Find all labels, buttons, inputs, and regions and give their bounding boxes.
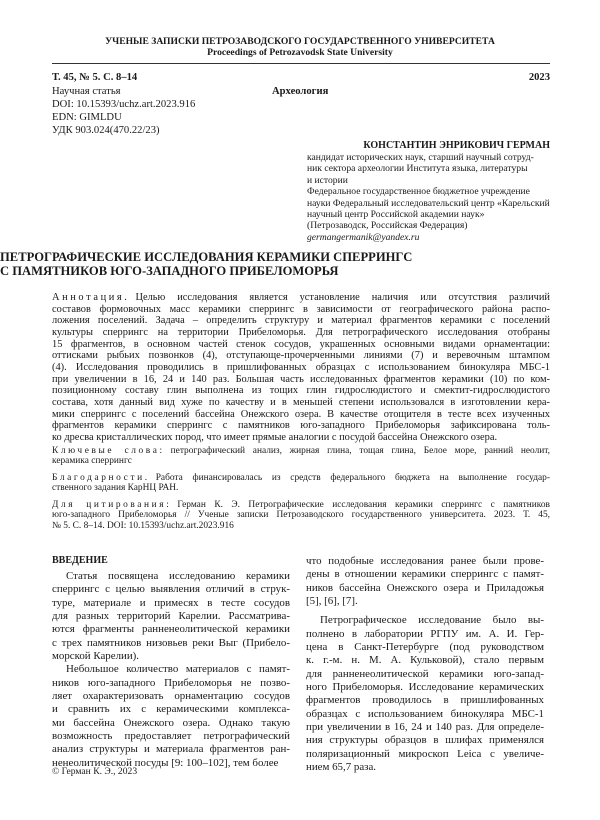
line-text: и сравнить их с керамическими комплекса- xyxy=(52,703,290,716)
line-text: ПЕТРОГРАФИЧЕСКИЕ ИССЛЕДОВАНИЯ КЕРАМИКИ СПЕРРИНГС xyxy=(0,250,413,264)
text-line xyxy=(307,163,550,174)
journal-title: УЧЕНЫЕ ЗАПИСКИ ПЕТРОЗАВОДСКОГО ГОСУДАРСТВЕННОГО УНИВЕРСИТЕТА xyxy=(105,36,495,47)
line-text: полнено в лаборатории РГПУ им. А. И. Гер- xyxy=(306,627,544,640)
text-line xyxy=(52,623,290,636)
text-line xyxy=(306,668,544,681)
abstract-body xyxy=(52,292,550,444)
text-line xyxy=(306,721,544,734)
text-line xyxy=(52,510,550,520)
journal-title-en: Proceedings of Petrozavodsk State University xyxy=(207,47,393,58)
text-line xyxy=(52,432,550,444)
text-line xyxy=(52,650,290,663)
text-line xyxy=(306,694,544,707)
line-text: ненеолитической посуды [9: 100–102], тем более xyxy=(52,756,279,769)
line-text: (4). Исследования проводились в пришлифованных образцах с использованием бинокуляра МБС-1 xyxy=(52,361,550,373)
section-label: Ключевые слова: xyxy=(52,446,165,456)
text-line xyxy=(52,350,550,362)
text-line xyxy=(52,570,290,583)
header-divider xyxy=(52,63,550,64)
line-text: ственного задания КарНЦ РАН. xyxy=(52,483,179,494)
section-label: Аннотация. xyxy=(52,292,130,303)
year: 2023 xyxy=(528,72,550,83)
line-text: составов формовочных масс керамики сперрингс в зависимости от географического района распо- xyxy=(52,303,550,315)
text-line xyxy=(306,734,544,747)
line-text: ников юго-западного Прибеломорья не позво- xyxy=(52,676,290,689)
line-text: ми бассейна Онежского озера. Однако такую xyxy=(52,716,290,729)
text-line xyxy=(306,595,544,608)
section-label: Для цитирования: xyxy=(52,500,172,510)
copyright: © Герман К. Э., 2023 xyxy=(52,766,138,777)
text-line xyxy=(52,473,550,483)
line-text: ников бассейна Онежского озера и Приладожья xyxy=(306,581,544,594)
text-line xyxy=(52,637,290,650)
text-line xyxy=(306,568,544,581)
line-text: юго-западного Прибеломорья // Ученые записки Петрозаводского государственного университета. 2023. Т. 45, xyxy=(52,510,550,521)
intro-paragraph xyxy=(306,555,544,608)
intro-paragraph xyxy=(306,614,544,774)
line-text: ложения поселений. Задача – определить структуру и материал фрагментов керамики с поселений xyxy=(52,315,550,327)
line-text: Работа финансировалась из средств федерального бюджета на выполнение государ- xyxy=(155,473,550,483)
line-text: оттисками рыбьих позвонков (4), отступающе-прочерченными линиями (7) и веревочным штампом xyxy=(52,350,550,362)
text-line xyxy=(52,690,290,703)
text-line xyxy=(52,420,550,432)
line-text: фрагментов проводилось в пришлифованных xyxy=(306,694,544,707)
text-line xyxy=(307,220,550,231)
line-text: ляет охарактеризовать орнаментацию сосудов xyxy=(52,690,290,703)
author-name: КОНСТАНТИН ЭНРИКОВИЧ ГЕРМАН xyxy=(363,140,550,151)
line-text: состава, хотя данный вид хуже по качеству и в меньшей степени использовался в изготовлении кера- xyxy=(52,396,550,408)
text-line xyxy=(306,582,544,595)
line-text: Целью исследования является установление наличия или отсутствия различий xyxy=(135,292,550,303)
line-text: № 5. С. 8–14. DOI: 10.15393/uchz.art.2023.916 xyxy=(52,520,234,531)
text-line xyxy=(306,708,544,721)
text-line xyxy=(52,315,550,327)
abstract xyxy=(52,292,550,444)
text-line xyxy=(307,175,550,186)
acknowledgments-body xyxy=(52,473,550,494)
intro-paragraph xyxy=(52,663,290,770)
text-line xyxy=(52,597,290,610)
text-line xyxy=(52,663,290,676)
keywords-body xyxy=(52,446,550,467)
text-line xyxy=(306,614,544,627)
intro-left-column xyxy=(52,570,290,770)
text-line xyxy=(52,304,550,316)
text-line xyxy=(52,500,550,510)
line-text: петрографический анализ, жирная глина, тощая глина, Белое море, ранний неолит, xyxy=(170,446,550,456)
doi: DOI: 10.15393/uchz.art.2023.916 xyxy=(52,99,196,110)
citation-body xyxy=(52,500,550,531)
text-line xyxy=(52,397,550,409)
text-line xyxy=(307,198,550,209)
line-text: для разных территорий Карелии. Рассматрива- xyxy=(52,610,290,623)
line-text: Герман К. Э. Петрографические исследования керамики сперрингс с памятников xyxy=(177,500,550,510)
text-line xyxy=(307,186,550,197)
text-line xyxy=(306,681,544,694)
text-line xyxy=(52,483,550,493)
line-text: С ПАМЯТНИКОВ ЮГО-ЗАПАДНОГО ПРИБЕЛОМОРЬЯ xyxy=(0,264,339,278)
line-text: при увеличении в 16, 24 и 140 раз. Для определе- xyxy=(306,721,544,734)
text-line xyxy=(52,362,550,374)
line-text: при увеличении в 16, 24 и 140 раз. Большая часть исследованных фрагментов керамики (10) по ком- xyxy=(52,373,550,385)
line-text: кандидат исторических наук, старший научный сотруд- xyxy=(307,152,534,163)
text-line xyxy=(52,521,550,531)
author-email[interactable]: germangermanik@yandex.ru xyxy=(307,231,420,243)
text-line xyxy=(0,250,600,264)
intro-right-column xyxy=(306,555,544,775)
text-line xyxy=(307,152,550,163)
text-line xyxy=(52,610,290,623)
text-line xyxy=(306,761,544,774)
author-affiliation xyxy=(307,152,550,243)
line-text: культуры сперрингс на территории Прибеломорья. Для петрографического исследования отобраны xyxy=(52,326,550,338)
line-text: дены в отношении керамики сперрингс с памят- xyxy=(306,568,544,581)
line-text: морской Карелии). xyxy=(52,650,140,663)
line-text: ник сектора археологии Института языка, литературы xyxy=(307,163,528,175)
text-line xyxy=(52,703,290,716)
line-text: цена в Санкт-Петербурге (под руководством xyxy=(306,641,544,654)
text-line xyxy=(52,717,290,730)
text-line xyxy=(52,327,550,339)
keywords xyxy=(52,446,550,467)
text-line xyxy=(52,409,550,421)
text-line xyxy=(52,730,290,743)
text-line xyxy=(306,641,544,654)
text-line xyxy=(306,654,544,667)
text-line xyxy=(306,628,544,641)
line-text: Петрографическое исследование было вы- xyxy=(320,614,544,627)
text-line xyxy=(306,748,544,761)
line-text: туре, материале и примесях в тесте сосудов xyxy=(52,596,290,609)
text-line xyxy=(52,743,290,756)
intro-paragraph xyxy=(52,570,290,663)
text-line xyxy=(52,385,550,397)
text-line xyxy=(0,264,600,278)
section: Археология xyxy=(272,86,329,97)
acknowledgments xyxy=(52,473,550,494)
citation xyxy=(52,500,550,531)
line-text: возможность предоставляет петрографический xyxy=(52,730,290,743)
line-text: с трех памятников низовьев реки Выг (Прибело- xyxy=(52,636,290,649)
section-label: Благодарности. xyxy=(52,473,150,483)
line-text: для ранненеолитической керамики юго-запад- xyxy=(306,667,544,680)
line-text: фрагментов керамики сперрингс с памятников юго-западного Прибеломорья зафиксирована толь- xyxy=(52,420,550,432)
text-line xyxy=(52,677,290,690)
line-text: анализ структуры и материала фрагментов ран- xyxy=(52,743,290,756)
line-text: что подобные исследования ранее были прове- xyxy=(306,555,544,567)
line-text: научный центр Российской академии наук» xyxy=(307,209,485,221)
issue-info: Т. 45, № 5. С. 8–14 xyxy=(52,72,138,83)
text-line xyxy=(52,583,290,596)
edn: EDN: GIMLDU xyxy=(52,112,122,123)
line-text: ко дресва кристаллических пород, что имеет прямые аналогии с посудой бассейна Онежского озера. xyxy=(52,431,498,443)
line-text: к. г.-м. н. М. А. Кульковой), стало первым xyxy=(306,654,544,667)
line-text: и истории xyxy=(307,174,348,186)
line-text: Статья посвящена исследованию керамики xyxy=(66,570,290,582)
line-text: мики сперрингс с поселений бассейна Онежского озера. В качестве отощителя в тесте всех изученных xyxy=(52,408,550,420)
line-text: (Петрозаводск, Российская Федерация) xyxy=(307,220,468,232)
line-text: ются фрагменты ранненеолитической керамики xyxy=(52,623,290,636)
intro-heading: ВВЕДЕНИЕ xyxy=(52,555,108,566)
line-text: сперрингс с целью выявления отличий в струк- xyxy=(52,583,290,596)
text-line xyxy=(52,446,550,456)
line-text: керамика сперрингс xyxy=(52,456,132,467)
line-text: 15 фрагментов, в основном частей стенок сосудов, украшенных основными видами орнаментации: xyxy=(52,338,550,350)
line-text: позиционному составу глин выполнена из тощих глин гидрослюдистого и смектит-гидрослюдистого xyxy=(52,385,550,397)
text-line xyxy=(52,374,550,386)
line-text: нием 65,7 раза. xyxy=(306,761,377,774)
text-line xyxy=(307,209,550,220)
line-text: ного Прибеломорья. Исследование керамических xyxy=(306,681,544,694)
article-type: Научная статья xyxy=(52,86,121,97)
text-line xyxy=(306,555,544,568)
line-text: ния структуры образцов в шлифах применялся xyxy=(306,734,544,747)
text-line xyxy=(52,339,550,351)
line-text: [5], [6], [7]. xyxy=(306,595,358,608)
affiliation-lines xyxy=(307,152,550,232)
line-text: поляризационный микроскоп Leica с увеличе- xyxy=(306,747,544,760)
line-text: Небольшое количество материалов с памят- xyxy=(66,663,290,676)
line-text: образцах с использованием бинокуляра МБС-1 xyxy=(306,707,544,720)
line-text: науки Федеральный исследовательский центр «Карельский xyxy=(307,197,550,209)
article-title xyxy=(0,250,600,278)
text-line xyxy=(52,292,550,304)
text-line xyxy=(52,456,550,466)
udk: УДК 903.024(470.22/23) xyxy=(52,125,160,136)
line-text: Федеральное государственное бюджетное учреждение xyxy=(307,186,530,198)
